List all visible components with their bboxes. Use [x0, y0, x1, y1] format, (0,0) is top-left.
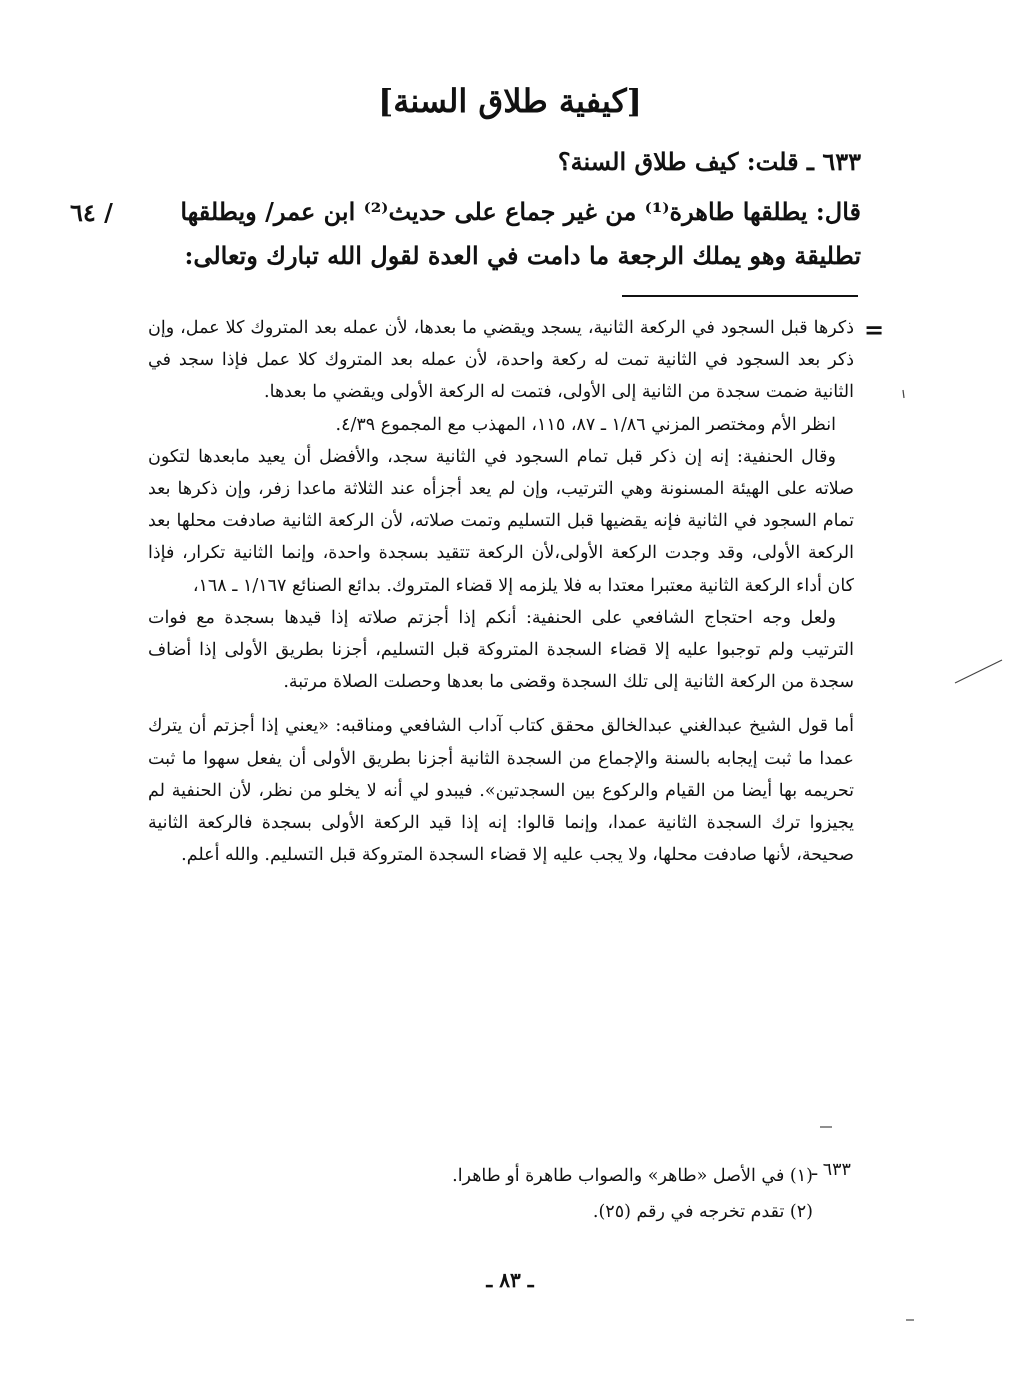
- scan-dot-mark: [903, 390, 904, 398]
- footnote-line: (٢) تقدم تخرجه في رقم (٢٥).: [592, 1202, 813, 1222]
- note-reference: انظر الأم ومختصر المزني ١/٨٦ ـ ٨٧، ١١٥، المهذب مع المجموع ٤/٣٩.: [335, 414, 836, 435]
- page-title: [كيفية طلاق السنة]: [378, 82, 642, 120]
- page-number: ـ ٨٣ ـ: [486, 1268, 534, 1292]
- note-paragraph: أما قول الشيخ عبدالغني عبدالخالق محقق كتاب آداب الشافعي ومناقبه: «يعني إذا أجزتم أن يترك عمدا ما ثبت إيجابه بالسنة والإجماع من السجدة الثانية أجزنا بطريق الأولى أن يفعل سهوا ما ثبت تحريمه بها أيضا من القيام والركوع بين السجدتين». فيبدو لي أنه لا يخلو من نظر، لأن الحنفية لم يجيزوا ترك السجدة الثانية عمدا، وإنما قالوا: إنه إذا قيد الركعة الأولى بسجدة فالركعة الثانية صحيحة، لأنها صادفت محلها، ولا يجب عليه إلا قضاء السجدة المتروكة قبل التسليم. والله أعلم.: [148, 716, 854, 866]
- note-paragraph: ولعل وجه احتجاج الشافعي على الحنفية: أنكم إذا أجزتم صلاته إذا قيدها بسجدة مع فوات الترتيب ولم توجبوا عليه إلا قضاء السجدة المتروكة قبل التسليم، أجزنا بطريق الأولى إذا أضاف سجدة من الركعة الثانية إلى تلك السجدة وقضى ما بعدها وحصلت الصلاة مرتبة.: [148, 607, 854, 693]
- answer-line-1: قال: يطلقها طاهرة⁽¹⁾ من غير جماع على حديث⁽²⁾ ابن عمر/ ويطلقها: [180, 197, 861, 226]
- footnote-line: (١) في الأصل «طاهر» والصواب طاهرة أو طاهرا.: [452, 1166, 813, 1186]
- question-line: ٦٣٣ ـ قلت: كيف طلاق السنة؟: [557, 147, 861, 176]
- note-paragraph: وقال الحنفية: إنه إن ذكر قبل تمام السجود في الثانية سجد، والأفضل أن يعيد مابعدها لتكون صلاته على الهيئة المسنونة وهي الترتيب، وإن لم يعد أجزأه عند الثلاثة ماعدا زفر، وإن ذكرها بعد تمام السجود في الثانية فإنه يقضيها قبل التسليم وتمت صلاته، لأن الركعة الثانية صادفت محلها بعد الركعة الأولى، وقد وجدت الركعة الأولى،لأن الركعة تتقيد بسجدة واحدة، وإنما الثانية تكرار، فإذا كان أداء الركعة الثانية معتبرا معتدا به فلا يلزمه إلا قضاء المتروك. بدائع الصنائع ١/١٦٧ ـ ١٦٨،: [148, 446, 854, 596]
- margin-page-reference: ٦٤ /: [70, 198, 113, 227]
- answer-line-2: تطليقة وهو يملك الرجعة ما دامت في العدة لقول الله تبارك وتعالى:: [184, 241, 861, 270]
- footnote-number: ٦٣٣ ـ: [812, 1160, 851, 1180]
- continuation-mark: =: [864, 315, 885, 344]
- note-paragraph: ذكرها قبل السجود في الركعة الثانية، يسجد ويقضي ما بعدها، لأن عمله بعد المتروك كلا عمل، وإن ذكر بعد السجود في الثانية تمت له ركعة واحدة، لأن عمله بعد المتروك كلا عمل فإذا سجد في الثانية ضمت سجدة من الثانية إلى الأولى، فتمت له الركعة الأولى ويقضي ما بعدها.: [148, 318, 854, 403]
- scan-stroke-mark: [955, 660, 1002, 683]
